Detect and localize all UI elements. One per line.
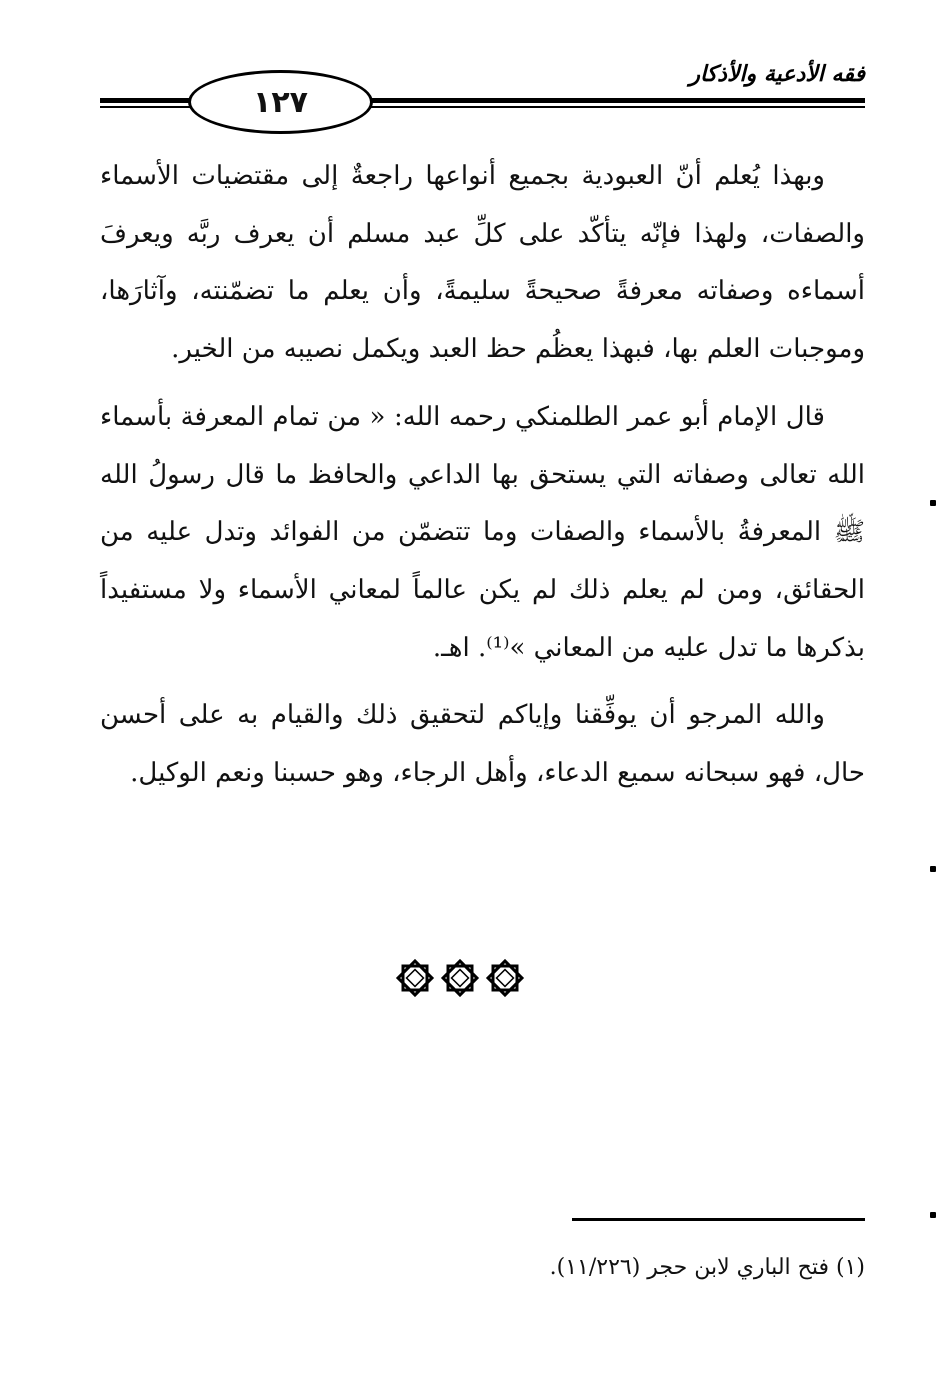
star-ornament-icon [485, 958, 525, 998]
page-header [100, 60, 865, 130]
star-ornament-icon [395, 958, 435, 998]
paragraph-3-text: والله المرجو أن يوفِّقنا وإياكم لتحقيق ذلك والقيام به على أحسن حال، فهو سبحانه سميع الدعاء، وأهل الرجاء، وهو حسبنا ونعم الوكيل. [100, 700, 865, 789]
section-ornament [395, 958, 525, 998]
header-rule-right [360, 98, 865, 103]
footnote-divider [572, 1218, 865, 1221]
page-number: ١٢٧ [188, 70, 373, 134]
scan-mark [930, 500, 936, 506]
star-ornament-icon [440, 958, 480, 998]
scan-mark [930, 866, 936, 872]
paragraph-1 [100, 148, 865, 379]
paragraph-2 [100, 389, 865, 678]
footnote: (١) فتح الباري لابن حجر (١١/٢٢٦). [549, 1255, 865, 1280]
header-rule-left [100, 98, 200, 103]
paragraph-2-text: قال الإمام أبو عمر الطلمنكي رحمه الله: « من تمام المعرفة بأسماء الله تعالى وصفاته التي يستحق بها الداعي والحافظ ما قال رسولُ الله ﷺ المعرفةُ بالأسماء والصفات وما تتضمّن من الفوائد وتدل عليه من الحقائق، ومن لم يعلم ذلك لم يكن عالماً لمعاني الأسماء ولا مستفيداً بذكرها ما تدل عليه من المعاني »⁽¹⁾. اهـ. [100, 401, 865, 663]
main-text [100, 148, 865, 803]
paragraph-3 [100, 687, 865, 802]
paragraph-1-text: وبهذا يُعلم أنّ العبودية بجميع أنواعها راجعةٌ إلى مقتضيات الأسماء والصفات، ولهذا فإنّه يتأكّد على كلِّ عبد مسلم أن يعرف ربَّه ويعرفَ أسماءه وصفاته معرفةً صحيحةً سليمةً، وأن يعلم ما تضمّنته، وآثارَها، وموجبات العلم بها، فبهذا يعظُم حظ العبد ويكمل نصيبه من الخير. [100, 161, 865, 365]
header-rule-left-thin [100, 106, 200, 108]
scan-mark [930, 1212, 936, 1218]
header-rule-right-thin [360, 106, 865, 108]
book-title: فقه الأدعية والأذكار [689, 62, 865, 87]
